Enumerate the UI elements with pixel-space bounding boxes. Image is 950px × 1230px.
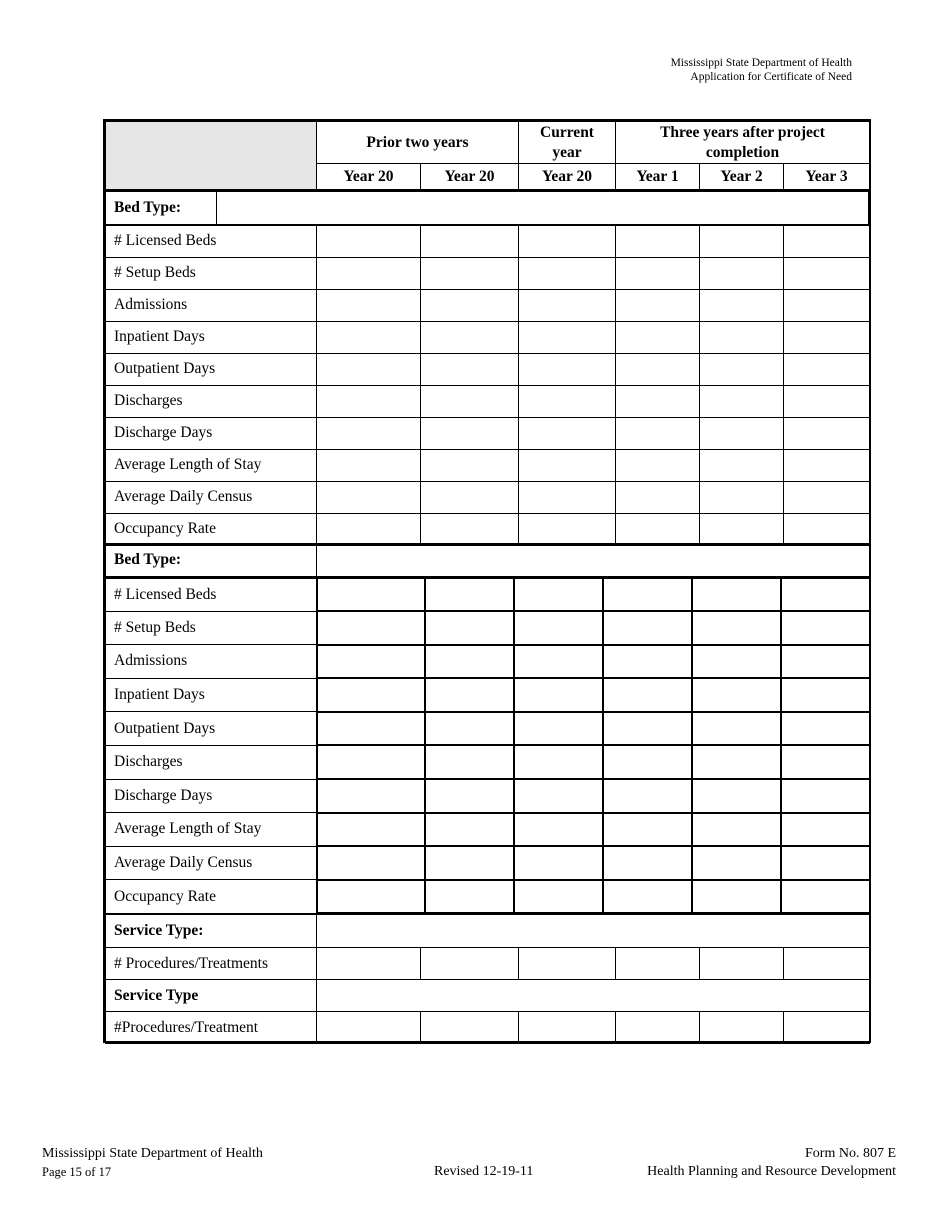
table-cell[interactable]	[781, 678, 870, 712]
table-row	[106, 257, 870, 289]
table-cell[interactable]	[692, 779, 781, 813]
table-cell[interactable]	[700, 481, 784, 513]
table-cell[interactable]	[603, 578, 692, 612]
metric-label: Outpatient Days	[106, 712, 317, 746]
footer-page: Page 15 of 17	[42, 1165, 112, 1179]
table-cell[interactable]	[692, 712, 781, 746]
metric-label: Inpatient Days	[106, 321, 317, 353]
table-row	[106, 385, 870, 417]
table-cell[interactable]	[519, 321, 616, 353]
table-cell[interactable]	[784, 321, 870, 353]
table-cell[interactable]	[317, 745, 425, 779]
group-header-prior: Prior two years	[317, 122, 519, 164]
header-doc-title: Application for Certificate of Need	[690, 71, 852, 83]
table-cell[interactable]	[514, 813, 603, 847]
footer-division: Health Planning and Resource Development	[647, 1164, 896, 1179]
col-header: Year 1	[616, 164, 700, 190]
metric-label: Average Daily Census	[106, 481, 317, 513]
page-header	[671, 56, 852, 84]
table-cell[interactable]	[519, 417, 616, 449]
col-header: Year 3	[784, 164, 870, 190]
table-cell[interactable]	[616, 385, 700, 417]
header-org: Mississippi State Department of Health	[670, 57, 852, 69]
table-cell[interactable]	[781, 779, 870, 813]
table-cell[interactable]	[616, 948, 700, 980]
bed-type-input[interactable]	[217, 191, 869, 224]
table-cell[interactable]	[514, 846, 603, 880]
table-cell[interactable]	[514, 779, 603, 813]
footer-left	[42, 1145, 263, 1181]
table-cell[interactable]	[317, 321, 421, 353]
table-cell[interactable]	[421, 225, 519, 257]
table-cell[interactable]	[692, 611, 781, 645]
table-cell[interactable]	[519, 481, 616, 513]
footer-revised: Revised 12-19-11	[434, 1164, 534, 1179]
table-row	[106, 417, 870, 449]
table-cell[interactable]	[616, 417, 700, 449]
table-cell[interactable]	[692, 813, 781, 847]
metric-label: Outpatient Days	[106, 353, 317, 385]
section-2-rows	[106, 578, 870, 914]
table-row	[106, 449, 870, 481]
metric-label: Inpatient Days	[106, 678, 317, 712]
service-type-label: Service Type	[106, 980, 317, 1012]
table-row	[106, 353, 870, 385]
table-cell[interactable]	[616, 1012, 700, 1044]
table-cell[interactable]	[317, 417, 421, 449]
table-row	[106, 513, 870, 545]
bed-type-label: Bed Type:	[106, 191, 217, 224]
table-cell[interactable]	[781, 813, 870, 847]
table-cell[interactable]	[421, 257, 519, 289]
table-cell[interactable]	[784, 225, 870, 257]
table-cell[interactable]	[784, 385, 870, 417]
table-cell[interactable]	[425, 611, 514, 645]
table-cell[interactable]	[317, 449, 421, 481]
table-cell[interactable]	[784, 417, 870, 449]
table-cell[interactable]	[692, 578, 781, 612]
footer-org: Mississippi State Department of Health	[42, 1146, 263, 1161]
table-row	[106, 779, 870, 813]
table-cell[interactable]	[692, 745, 781, 779]
table-cell[interactable]	[700, 449, 784, 481]
table-cell[interactable]	[519, 289, 616, 321]
table-cell[interactable]	[421, 948, 519, 980]
metric-label: Occupancy Rate	[106, 513, 317, 545]
table-row	[106, 481, 870, 513]
table-row	[106, 321, 870, 353]
metric-label: Average Length of Stay	[106, 449, 317, 481]
table-cell[interactable]	[425, 745, 514, 779]
table-cell[interactable]	[603, 745, 692, 779]
table-cell[interactable]	[781, 712, 870, 746]
table-cell[interactable]	[519, 353, 616, 385]
table-cell[interactable]	[784, 948, 870, 980]
bed-type-label: Bed Type:	[106, 544, 317, 576]
metric-label: # Licensed Beds	[106, 225, 317, 257]
table-cell[interactable]	[700, 353, 784, 385]
table-cell[interactable]	[692, 645, 781, 679]
table-row	[106, 678, 870, 712]
col-header: Year 20	[519, 164, 616, 190]
table-row	[106, 813, 870, 847]
table-cell[interactable]	[425, 846, 514, 880]
table-cell[interactable]	[317, 813, 425, 847]
table-cell[interactable]	[692, 880, 781, 914]
table-cell[interactable]	[317, 257, 421, 289]
table-cell[interactable]	[519, 948, 616, 980]
table-row	[106, 846, 870, 880]
table-cell[interactable]	[317, 846, 425, 880]
table-cell[interactable]	[519, 385, 616, 417]
header-corner-cell	[106, 122, 317, 190]
table-cell[interactable]	[603, 779, 692, 813]
metric-label: Admissions	[106, 289, 317, 321]
table-cell[interactable]	[700, 1012, 784, 1044]
table-cell[interactable]	[421, 481, 519, 513]
table-cell[interactable]	[700, 289, 784, 321]
table-section-1	[105, 121, 869, 543]
utilization-table	[103, 119, 871, 1043]
col-header: Year 2	[700, 164, 784, 190]
metric-label: # Setup Beds	[106, 257, 317, 289]
table-cell[interactable]	[514, 678, 603, 712]
table-cell[interactable]	[421, 417, 519, 449]
table-cell[interactable]	[784, 449, 870, 481]
table-row	[106, 289, 870, 321]
table-cell[interactable]	[519, 449, 616, 481]
service-type-label: Service Type:	[106, 915, 317, 948]
table-cell[interactable]	[700, 257, 784, 289]
table-cell[interactable]	[616, 257, 700, 289]
table-cell[interactable]	[700, 321, 784, 353]
table-cell[interactable]	[421, 321, 519, 353]
metric-label: Average Length of Stay	[106, 813, 317, 847]
table-cell[interactable]	[317, 225, 421, 257]
table-cell[interactable]	[425, 578, 514, 612]
table-cell[interactable]	[784, 1012, 870, 1044]
table-cell[interactable]	[616, 225, 700, 257]
table-cell[interactable]	[421, 353, 519, 385]
table-row	[106, 712, 870, 746]
table-cell[interactable]	[317, 481, 421, 513]
table-cell[interactable]	[616, 513, 700, 545]
table-cell[interactable]	[317, 353, 421, 385]
table-cell[interactable]	[421, 289, 519, 321]
table-cell[interactable]	[317, 289, 421, 321]
table-cell[interactable]	[317, 578, 425, 612]
table-row	[106, 645, 870, 679]
table-cell[interactable]	[616, 449, 700, 481]
table-cell[interactable]	[603, 645, 692, 679]
metric-label: Discharges	[106, 385, 317, 417]
section-1-rows	[106, 225, 870, 545]
table-cell[interactable]	[425, 712, 514, 746]
table-row	[106, 745, 870, 779]
procedures-label: #Procedures/Treatment	[106, 1012, 317, 1044]
table-cell[interactable]	[421, 385, 519, 417]
table-cell[interactable]	[603, 846, 692, 880]
table-cell[interactable]	[784, 513, 870, 545]
bed-type-input[interactable]	[317, 544, 870, 576]
metric-label: Discharge Days	[106, 779, 317, 813]
table-cell[interactable]	[317, 678, 425, 712]
table-cell[interactable]	[700, 225, 784, 257]
table-cell[interactable]	[784, 481, 870, 513]
table-cell[interactable]	[425, 813, 514, 847]
metric-label: # Licensed Beds	[106, 578, 317, 612]
service-type-input[interactable]	[317, 980, 870, 1012]
table-cell[interactable]	[317, 645, 425, 679]
table-cell[interactable]	[603, 712, 692, 746]
table-cell[interactable]	[603, 611, 692, 645]
service-type-input[interactable]	[317, 915, 870, 948]
metric-label: Occupancy Rate	[106, 880, 317, 914]
table-cell[interactable]	[519, 257, 616, 289]
table-section-2	[105, 543, 869, 1041]
table-cell[interactable]	[692, 678, 781, 712]
table-cell[interactable]	[784, 289, 870, 321]
table-cell[interactable]	[603, 813, 692, 847]
table-cell[interactable]	[781, 880, 870, 914]
table-cell[interactable]	[317, 948, 421, 980]
table-cell[interactable]	[514, 645, 603, 679]
table-cell[interactable]	[781, 611, 870, 645]
table-cell[interactable]	[519, 513, 616, 545]
table-cell[interactable]	[514, 880, 603, 914]
table-cell[interactable]	[425, 678, 514, 712]
table-cell[interactable]	[425, 645, 514, 679]
table-cell[interactable]	[317, 513, 421, 545]
table-cell[interactable]	[425, 880, 514, 914]
table-cell[interactable]	[781, 645, 870, 679]
table-row	[106, 225, 870, 257]
col-header: Year 20	[421, 164, 519, 190]
table-row	[106, 611, 870, 645]
table-cell[interactable]	[514, 578, 603, 612]
table-cell[interactable]	[616, 289, 700, 321]
table-cell[interactable]	[700, 417, 784, 449]
group-header-after: Three years after project completion	[616, 122, 870, 164]
table-cell[interactable]	[519, 1012, 616, 1044]
table-cell[interactable]	[514, 712, 603, 746]
table-cell[interactable]	[421, 449, 519, 481]
metric-label: # Setup Beds	[106, 611, 317, 645]
footer-right	[647, 1145, 896, 1181]
table-cell[interactable]	[421, 1012, 519, 1044]
table-cell[interactable]	[781, 745, 870, 779]
table-row	[106, 578, 870, 612]
table-cell[interactable]	[317, 712, 425, 746]
col-header: Year 20	[317, 164, 421, 190]
table-cell[interactable]	[514, 611, 603, 645]
table-cell[interactable]	[781, 846, 870, 880]
table-cell[interactable]	[317, 385, 421, 417]
metric-label: Discharges	[106, 745, 317, 779]
table-cell[interactable]	[616, 353, 700, 385]
table-cell[interactable]	[514, 745, 603, 779]
table-cell[interactable]	[317, 779, 425, 813]
group-header-current: Current year	[519, 122, 616, 164]
table-row	[106, 880, 870, 914]
footer-form-number: Form No. 807 E	[805, 1146, 896, 1161]
table-cell[interactable]	[616, 321, 700, 353]
table-cell[interactable]	[317, 611, 425, 645]
metric-label: Admissions	[106, 645, 317, 679]
table-cell[interactable]	[700, 948, 784, 980]
table-cell[interactable]	[700, 385, 784, 417]
table-cell[interactable]	[781, 578, 870, 612]
table-cell[interactable]	[692, 846, 781, 880]
table-cell[interactable]	[616, 481, 700, 513]
table-cell[interactable]	[421, 513, 519, 545]
table-cell[interactable]	[700, 513, 784, 545]
procedures-label: # Procedures/Treatments	[106, 948, 317, 980]
table-cell[interactable]	[317, 1012, 421, 1044]
table-cell[interactable]	[519, 225, 616, 257]
metric-label: Average Daily Census	[106, 846, 317, 880]
table-cell[interactable]	[603, 880, 692, 914]
table-cell[interactable]	[317, 880, 425, 914]
table-cell[interactable]	[603, 678, 692, 712]
table-cell[interactable]	[784, 257, 870, 289]
table-cell[interactable]	[784, 353, 870, 385]
table-cell[interactable]	[425, 779, 514, 813]
metric-label: Discharge Days	[106, 417, 317, 449]
